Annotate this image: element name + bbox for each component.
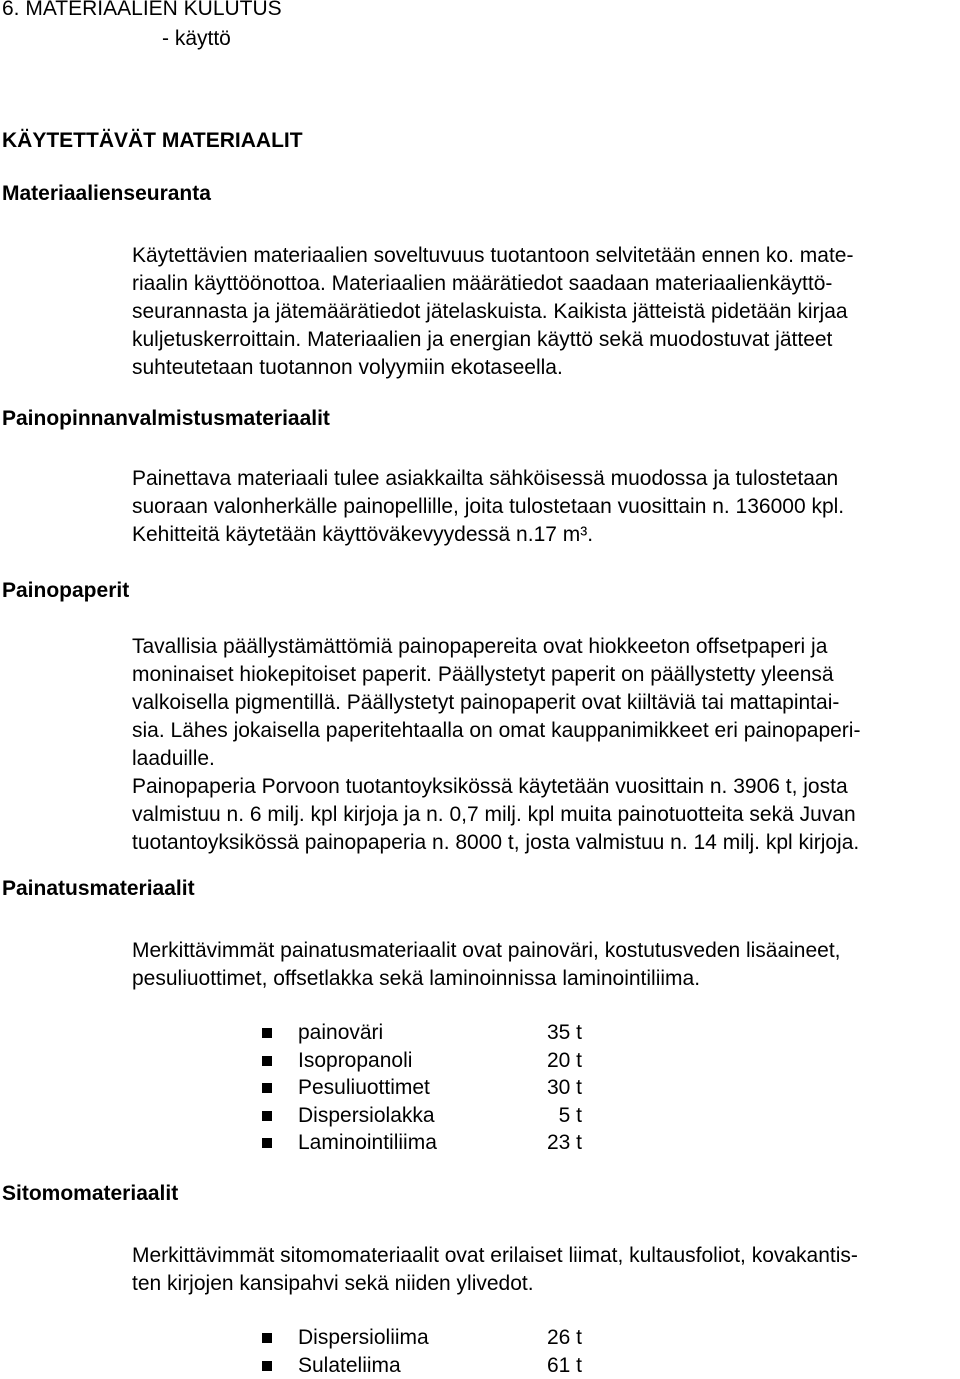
paragraph-line: Käytettävien materiaalien soveltuvuus tuotantoon selvitetään ennen ko. mate- [132,242,958,270]
paragraph-line: pesuliuottimet, offsetlakka sekä laminoinnissa laminointiliima. [132,965,958,993]
material-amount: 23 t [547,1129,582,1157]
section-title: KÄYTETTÄVÄT MATERIAALIT [2,127,303,155]
square-bullet-icon [262,1111,272,1121]
list-item [262,1074,582,1102]
square-bullet-icon [262,1361,272,1371]
sitomomateriaalit-list [262,1324,582,1379]
material-name: Sulateliima [298,1352,401,1379]
paragraph-painopaperit [132,633,958,857]
paragraph-sitomomateriaalit [132,1242,958,1298]
material-name: Dispersioliima [298,1324,429,1352]
paragraph-line: laaduille. [132,745,958,773]
list-item [262,1129,582,1157]
paragraph-line: suhteutetaan tuotannon volyymiin ekotaseella. [132,354,958,382]
paragraph-line: suoraan valonherkälle painopellille, joita tulostetaan vuosittain n. 136000 kpl. [132,493,958,521]
material-name: Isopropanoli [298,1047,412,1075]
material-name: Pesuliuottimet [298,1074,430,1102]
heading-painatusmateriaalit: Painatusmateriaalit [2,875,195,903]
paragraph-line: valkoisella pigmentillä. Päällystetyt painopaperit ovat kiiltäviä tai mattapintai- [132,689,958,717]
material-amount: 26 t [547,1324,582,1352]
material-amount: 20 t [547,1047,582,1075]
square-bullet-icon [262,1028,272,1038]
paragraph-line: Merkittävimmät sitomomateriaalit ovat erilaiset liimat, kultausfoliot, kovakantis- [132,1242,958,1270]
paragraph-painatusmateriaalit [132,937,958,993]
painatusmateriaalit-list [262,1019,582,1157]
paragraph-line: Painettava materiaali tulee asiakkailta sähköisessä muodossa ja tulostetaan [132,465,958,493]
paragraph-line: sia. Lähes jokaisella paperitehtaalla on omat kauppanimikkeet eri painopaperi- [132,717,958,745]
heading-materiaalienseuranta: Materiaalienseuranta [2,180,211,208]
material-name: painoväri [298,1019,383,1047]
square-bullet-icon [262,1333,272,1343]
heading-painopaperit: Painopaperit [2,577,129,605]
paragraph-line: seurannasta ja jätemäärätiedot jätelaskuista. Kaikista jätteistä pidetään kirjaa [132,298,958,326]
paragraph-line: valmistuu n. 6 milj. kpl kirjoja ja n. 0,7 milj. kpl muita painotuotteita sekä Juvan [132,801,958,829]
list-item [262,1102,582,1130]
paragraph-line: tuotantoyksikössä painopaperia n. 8000 t, josta valmistuu n. 14 milj. kpl kirjoja. [132,829,958,857]
material-amount: 5 t [559,1102,582,1130]
material-amount: 35 t [547,1019,582,1047]
paragraph-line: Merkittävimmät painatusmateriaalit ovat painoväri, kostutusveden lisäaineet, [132,937,958,965]
chapter-subtitle: - käyttö [162,25,231,53]
square-bullet-icon [262,1083,272,1093]
paragraph-line: riaalin käyttöönottoa. Materiaalien määrätiedot saadaan materiaalienkäyttö- [132,270,958,298]
paragraph-line: Kehitteitä käytetään käyttöväkevyydessä n.17 m³. [132,521,958,549]
list-item [262,1324,582,1352]
square-bullet-icon [262,1138,272,1148]
paragraph-materiaalienseuranta [132,242,958,382]
list-item [262,1352,582,1379]
paragraph-line: kuljetuskerroittain. Materiaalien ja energian käyttö sekä muodostuvat jätteet [132,326,958,354]
paragraph-line: moninaiset hiokepitoiset paperit. Päällystetyt paperit on päällystetty yleensä [132,661,958,689]
heading-sitomomateriaalit: Sitomomateriaalit [2,1180,178,1208]
list-item [262,1019,582,1047]
chapter-title: 6. MATERIAALIEN KULUTUS [2,0,282,23]
paragraph-painopinnanvalmistusmateriaalit [132,465,958,549]
heading-painopinnanvalmistusmateriaalit: Painopinnanvalmistusmateriaalit [2,405,330,433]
paragraph-line: Tavallisia päällystämättömiä painopapereita ovat hiokkeeton offsetpaperi ja [132,633,958,661]
material-amount: 61 t [547,1352,582,1379]
paragraph-line: Painopaperia Porvoon tuotantoyksikössä käytetään vuosittain n. 3906 t, josta [132,773,958,801]
material-name: Dispersiolakka [298,1102,435,1130]
material-amount: 30 t [547,1074,582,1102]
paragraph-line: ten kirjojen kansipahvi sekä niiden ylivedot. [132,1270,958,1298]
material-name: Laminointiliima [298,1129,437,1157]
square-bullet-icon [262,1056,272,1066]
list-item [262,1047,582,1075]
